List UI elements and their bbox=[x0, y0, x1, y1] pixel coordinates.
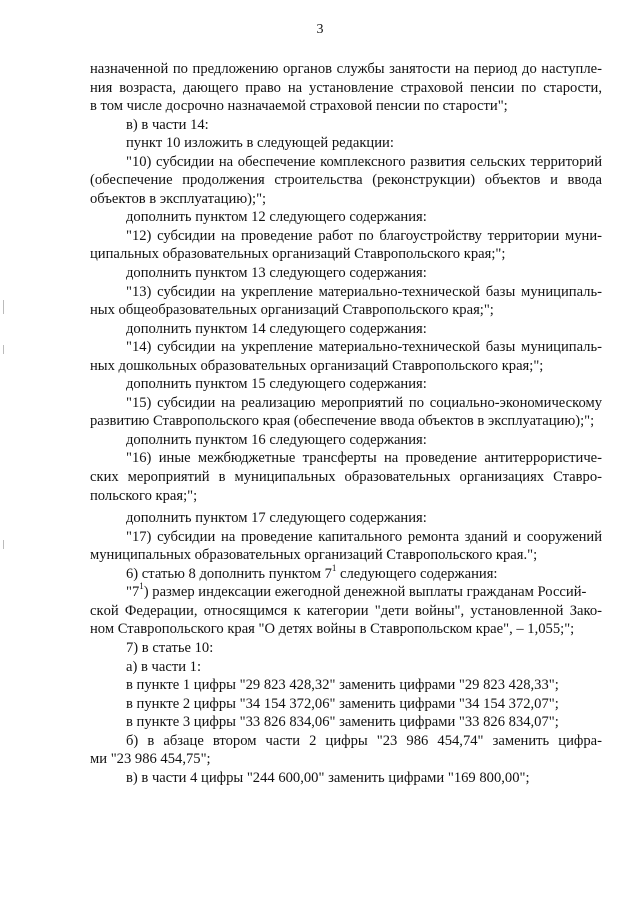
text-line-part: "7 bbox=[126, 584, 140, 601]
superscript: 1 bbox=[331, 562, 337, 573]
text-line: скoй Федерации, относящимся к категории "дети войны", установленной Зако- bbox=[90, 602, 602, 619]
text-line: развитию Ставропольского края (обеспечение ввода объектов в эксплуатацию);"; bbox=[90, 413, 595, 430]
text-line bbox=[90, 562, 602, 584]
text-line-part: следующего содержания: bbox=[336, 565, 498, 582]
text-line: ципальных образовательных организаций Ставропольского края;"; bbox=[90, 246, 506, 263]
text-line: в том числе досрочно назначаемой страховой пенсии по старости"; bbox=[90, 98, 508, 115]
margin-mark bbox=[3, 345, 4, 354]
text-line: (обеспечение продолжения строительства (реконструкции) объектов и ввода bbox=[90, 172, 602, 189]
text-line: "13) субсидии на укрепление материально-технической базы муниципаль- bbox=[126, 283, 602, 300]
text-line: ных дошкольных образовательных организаций Ставропольского края;"; bbox=[90, 357, 544, 374]
text-line: дополнить пунктом 14 следующего содержания: bbox=[126, 320, 427, 337]
text-line: дополнить пунктом 13 следующего содержания: bbox=[126, 265, 427, 282]
text-line: пункт 10 изложить в следующей редакции: bbox=[126, 135, 394, 152]
text-line: объектов в эксплуатацию);"; bbox=[90, 190, 267, 207]
text-line: в) в части 14: bbox=[126, 116, 209, 133]
text-line: дополнить пунктом 15 следующего содержания: bbox=[126, 376, 427, 393]
text-line: "16) иные межбюджетные трансферты на проведение антитеррористиче- bbox=[126, 450, 602, 467]
text-line: польского края;"; bbox=[90, 487, 198, 504]
text-line bbox=[90, 583, 602, 602]
text-line: в пункте 2 цифры "34 154 372,06" заменить цифрами "34 154 372,07"; bbox=[126, 695, 559, 712]
text-line: "15) субсидии на реализацию мероприятий по социально-экономическому bbox=[126, 394, 602, 411]
text-line: дополнить пунктом 12 следующего содержания: bbox=[126, 209, 427, 226]
superscript: 1 bbox=[139, 581, 144, 592]
text-line: в пункте 3 цифры "33 826 834,06" заменить цифрами "33 826 834,07"; bbox=[126, 714, 559, 731]
text-line: "12) субсидии на проведение работ по благоустройству территории муни- bbox=[126, 227, 602, 244]
text-line: ния возраста, дающего право на установление страховой пенсии по старости, bbox=[90, 79, 602, 96]
text-line: назначенной по предложению органов службы занятости на период до наступле- bbox=[90, 61, 602, 77]
text-line: "14) субсидии на укрепление материально-технической базы муниципаль- bbox=[126, 339, 602, 356]
text-line: "17) субсидии на проведение капитального ремонта зданий и сооружений bbox=[126, 528, 602, 545]
text-line: дополнить пунктом 16 следующего содержания: bbox=[126, 431, 427, 448]
text-line: б) в абзаце втором части 2 цифры "23 986 454,74" заменить цифра- bbox=[126, 732, 602, 749]
text-line: дополнить пунктом 17 следующего содержания: bbox=[126, 510, 427, 527]
text-line: "10) субсидии на обеспечение комплексного развития сельских территорий bbox=[126, 153, 602, 170]
text-line: а) в части 1: bbox=[126, 658, 202, 675]
text-line: ных общеобразовательных организаций Ставропольского края;"; bbox=[90, 302, 494, 319]
text-line-part: 6) статью 8 дополнить пунктом 7 bbox=[126, 565, 332, 582]
text-line-part: ) размер индексации ежегодной денежной выплаты гражданам Россий- bbox=[143, 584, 587, 601]
text-line: в пункте 1 цифры "29 823 428,32" заменить цифрами "29 823 428,33"; bbox=[126, 677, 559, 694]
text-line: муниципальных образовательных организаций Ставропольского края."; bbox=[90, 547, 538, 564]
document-body bbox=[90, 60, 602, 787]
text-line: в) в части 4 цифры "244 600,00" заменить цифрами "169 800,00"; bbox=[126, 769, 530, 786]
margin-mark bbox=[3, 540, 4, 549]
text-line: ми "23 986 454,75"; bbox=[90, 751, 211, 768]
margin-mark bbox=[3, 300, 4, 314]
text-line: 7) в статье 10: bbox=[126, 639, 214, 656]
text-line: ном Ставропольского края "О детях войны в Ставропольском крае", – 1,055;"; bbox=[90, 621, 575, 638]
page-number: 3 bbox=[316, 22, 324, 37]
text-line: ских мероприятий в муниципальных образовательных организациях Ставро- bbox=[90, 469, 602, 486]
